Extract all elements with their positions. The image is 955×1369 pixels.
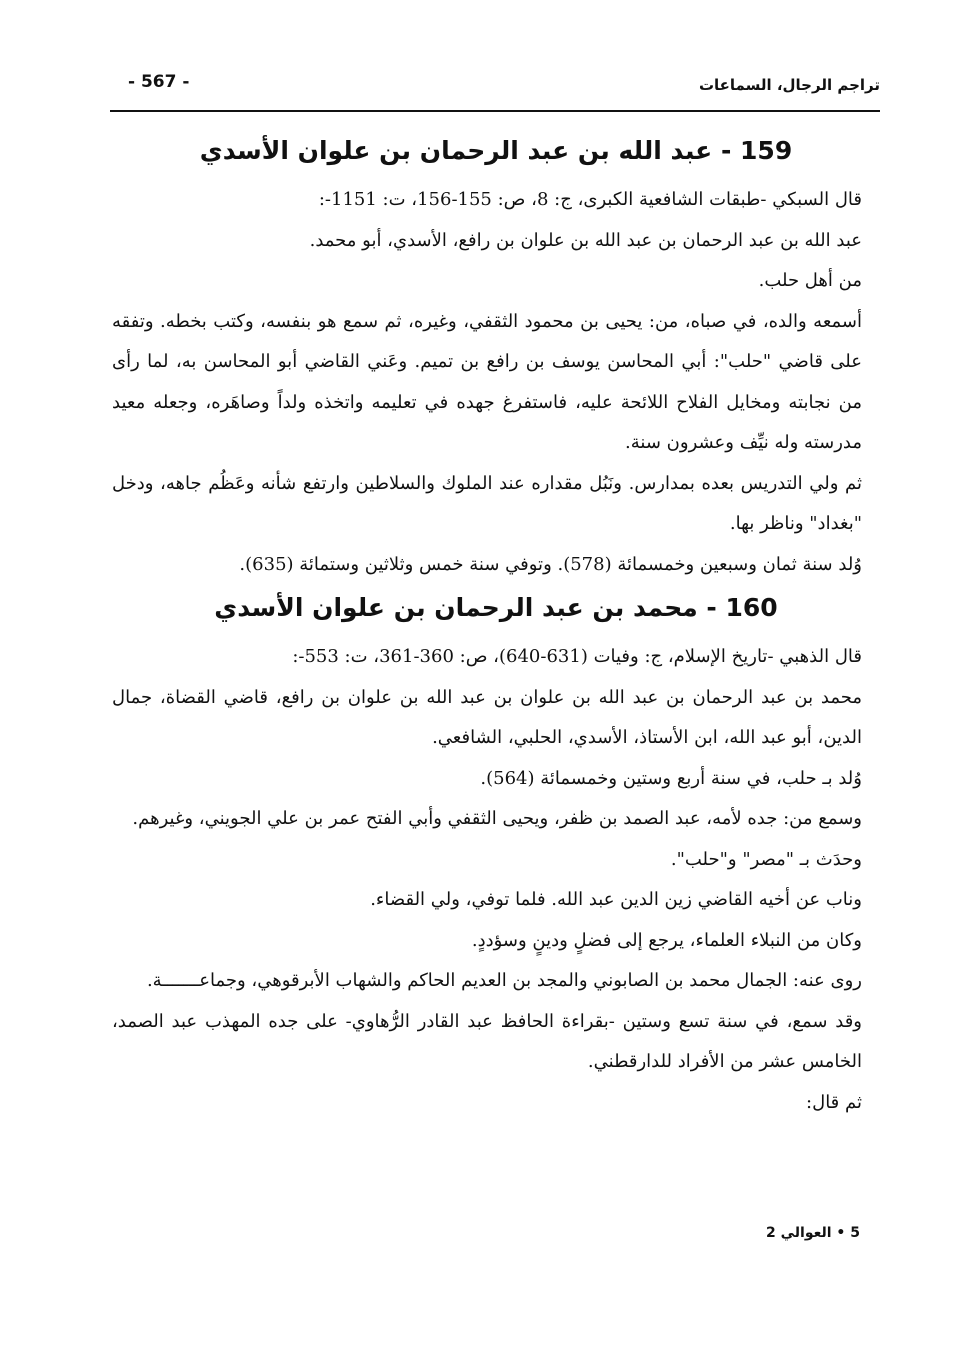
footer-signature: 5 • العوالي 2 — [765, 1225, 860, 1241]
entry-heading-160: 160 - محمد بن عبد الرحمان بن علوان الأسدي — [214, 593, 778, 622]
paragraph: أسمعه والده، في صباه، من: يحيى بن محمود الثقفي، وغيره، ثم سمع هو بنفسه، وكتب بخطه. وتفقه على قاضي "حلب": أبي المحاسن يوسف بن رافع بن تميم. وعَني القاضي أبو المحاسن به، لما رأى من نجابته ومخايل الفلاح اللائحة عليه، فاستفرغ جهده في تعليمه واتخذه ولداً وصاهَره، وجعله معيد مدرسته وله نيِّف وعشرون سنة. — [112, 310, 862, 453]
paragraph: وحدَث بـ "مصر" و"حلب". — [670, 848, 862, 870]
paragraph: وسمع من: جده لأمه، عبد الصمد بن ظفر، ويحيى الثقفي وأبي الفتح عمر بن علي الجويني، وغيرهم. — [132, 808, 862, 829]
paragraph: محمد بن عبد الرحمان بن عبد الله بن علوان بن عبد الله بن علوان بن رافع، قاضي القضاة، جمال الدين، أبو عبد الله، ابن الأستاذ، الأسدي، الحلبي، الشافعي. — [112, 686, 862, 748]
paragraph: روى عنه: الجمال محمد بن الصابوني والمجد بن العديم الحاكم والشهاب الأبرقوهي، وجماعـــــــة. — [146, 970, 862, 991]
paragraph: عبد الله بن عبد الرحمان بن عبد الله بن علوان بن رافع، الأسدي، أبو محمد. — [309, 229, 862, 251]
paragraph: ثم قال: — [806, 1091, 862, 1113]
paragraph: ثم ولي التدريس بعده بمدارس. ونَبُل مقداره عند الملوك والسلاطين وارتفع شأنه وعَظُم جاهه، ودخل "بغداد" وناظر بها. — [112, 472, 862, 534]
source-citation: قال الذهبي -تاريخ الإسلام، ج: وفيات (631-640)، ص: 360-361، ت: 553-: — [292, 646, 862, 667]
page-content — [112, 128, 880, 1123]
paragraph: وناب عن أخيه القاضي زين الدين عبد الله. فلما توفي، ولي القضاء. — [370, 889, 862, 910]
entry-heading-159: 159 - عبد الله بن عبد الرحمان بن علوان الأسدي — [199, 136, 793, 165]
paragraph: من أهل حلب. — [758, 270, 862, 291]
paragraph: وُلد سنة ثمان وسبعين وخمسمائة (578). وتوفي سنة خمس وثلاثين وستمائة (635). — [239, 553, 862, 575]
page-number: - 567 - — [128, 72, 190, 92]
paragraph: وُلد بـ حلب، في سنة أربع وستين وخمسمائة (564). — [480, 767, 862, 789]
paragraph: وقد سمع، في سنة تسع وستين -بقراءة الحافظ عبد القادر الرُّهاوي- على جده المهذب عبد الصمد، الخامس عشر من الأفراد للدارقطني. — [112, 1010, 862, 1072]
running-title: تراجم الرجال، السماعات — [698, 76, 880, 94]
page-header — [110, 62, 880, 112]
source-citation: قال السبكي -طبقات الشافعية الكبرى، ج: 8، ص: 155-156، ت: 1151-: — [318, 189, 862, 210]
paragraph: وكان من النبلاء العلماء، يرجع إلى فضلٍ ودينٍ وسؤددٍ. — [471, 929, 862, 951]
header-rule — [110, 110, 880, 112]
